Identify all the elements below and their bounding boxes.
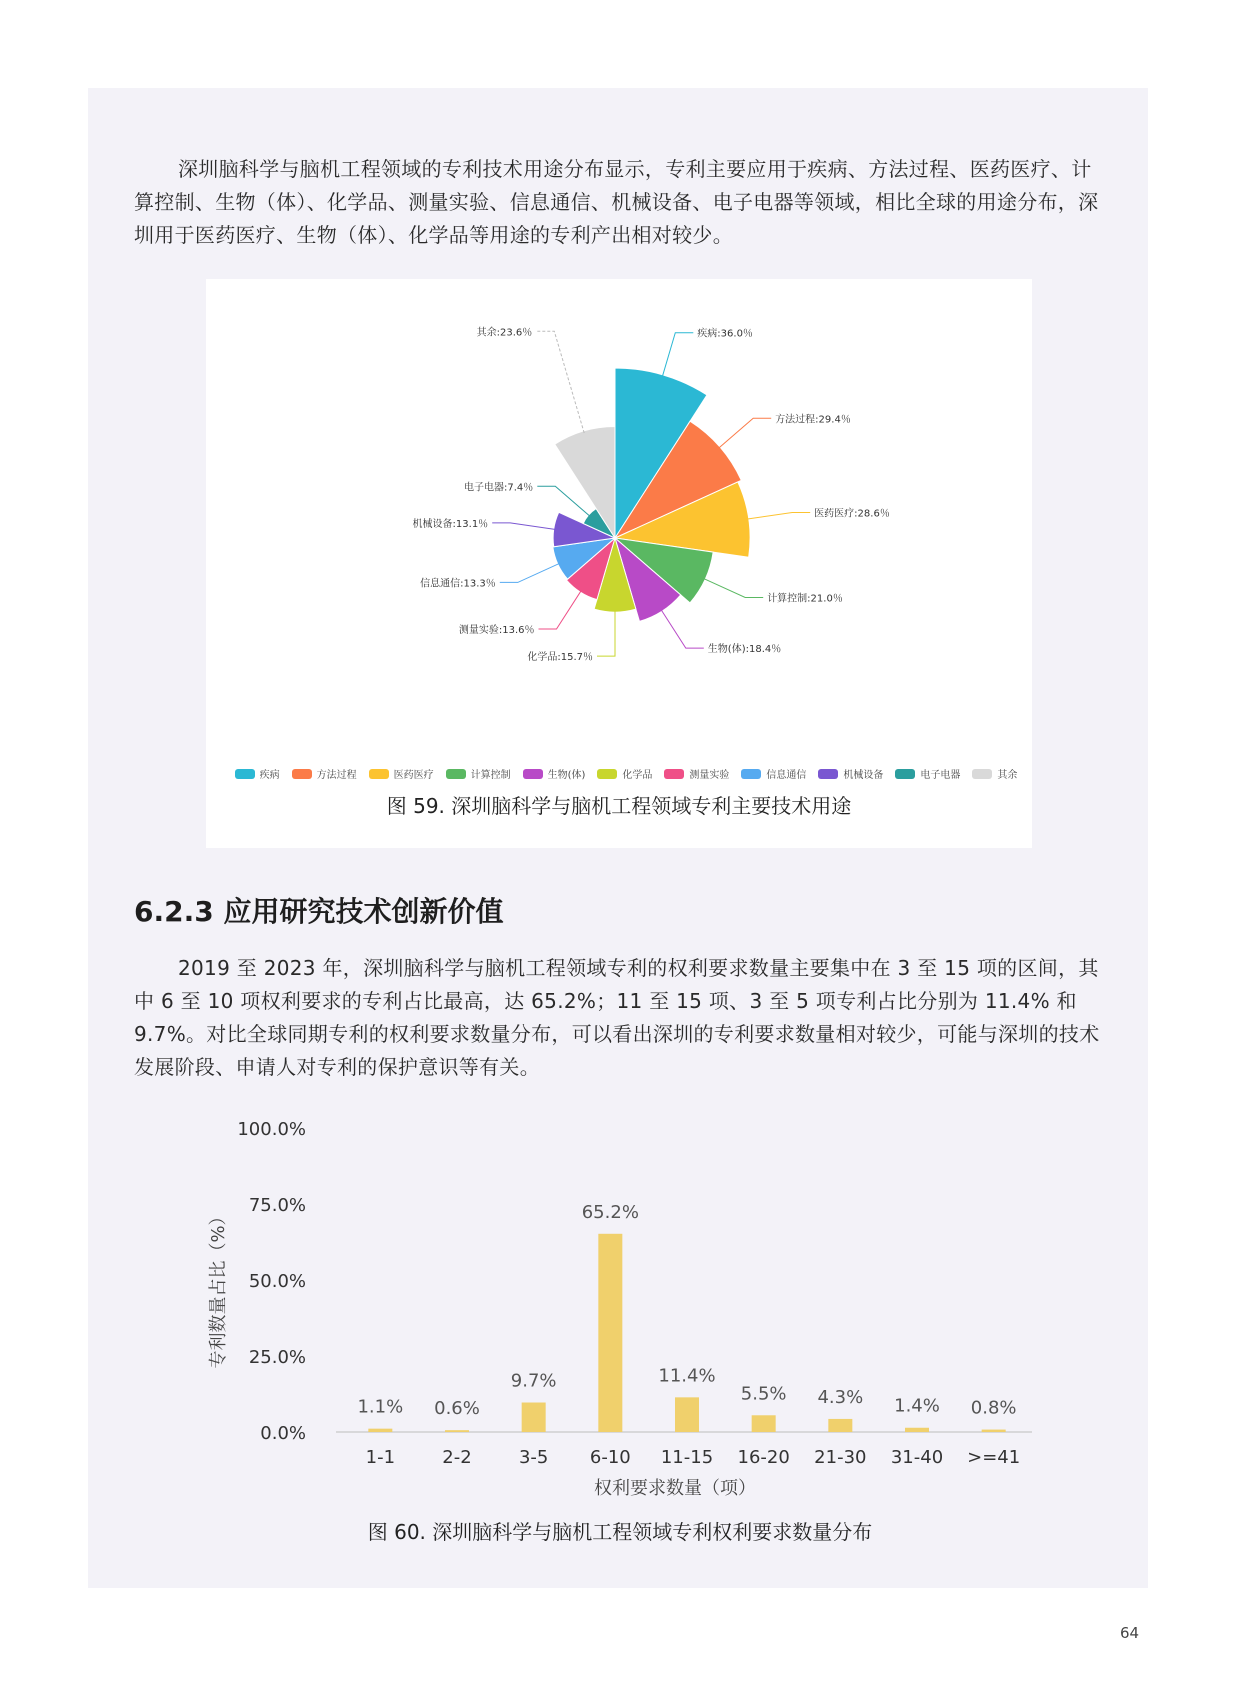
x-tick-label: 21-30 (814, 1447, 867, 1468)
legend-swatch (597, 769, 617, 779)
bar-16-20 (752, 1415, 776, 1432)
bar-21-30 (828, 1419, 852, 1432)
figure-59-box (206, 279, 1032, 848)
legend-label: 生物(体) (547, 770, 586, 781)
legend-swatch (895, 769, 915, 779)
pie-leader-line-化学品 (597, 610, 615, 656)
x-axis-title: 权利要求数量（项） (594, 1478, 756, 1499)
y-tick-label: 50.0% (248, 1271, 306, 1292)
x-tick-label: 16-20 (737, 1447, 790, 1468)
legend-swatch (741, 769, 761, 779)
legend-label: 疾病 (259, 770, 280, 781)
pie-leader-line-方法过程 (718, 418, 771, 448)
claims-bar-chart (200, 1100, 1060, 1500)
paragraph-usage-distribution: 深圳脑科学与脑机工程领域的专利技术用途分布显示，专利主要应用于疾病、方法过程、医药医疗、计算控制、生物（体）、化学品、测量实验、信息通信、机械设备、电子电器等领域，相比全球的用途分布，深圳用于医药医疗、生物（体）、化学品等用途的专利产出相对较少。 (134, 157, 1099, 247)
pie-label-方法过程: 方法过程:29.4％ (775, 414, 851, 426)
pie-leader-line-机械设备 (492, 523, 556, 530)
pie-label-计算控制: 计算控制:21.0％ (767, 593, 843, 605)
figure-59-caption: 图 59. 深圳脑科学与脑机工程领域专利主要技术用途 (386, 794, 852, 818)
pie-label-其余: 其余:23.6％ (476, 327, 533, 339)
legend-item-计算控制[interactable] (446, 766, 511, 781)
pie-label-医药医疗: 医药医疗:28.6％ (814, 508, 890, 520)
legend-label: 化学品 (622, 770, 653, 781)
legend-swatch (446, 769, 466, 779)
x-tick-label: 3-5 (518, 1447, 549, 1468)
legend-item-机械设备[interactable] (818, 766, 883, 781)
pie-label-机械设备: 机械设备:13.1％ (412, 518, 489, 530)
pie-leader-line-计算控制 (703, 578, 763, 597)
legend-swatch (292, 769, 312, 779)
y-tick-label: 100.0% (237, 1119, 306, 1140)
bar-value-label: 1.4% (894, 1395, 940, 1417)
bar-41 (982, 1430, 1006, 1432)
bar-3-5 (522, 1403, 546, 1432)
legend-label: 方法过程 (316, 770, 357, 781)
legend-label: 计算控制 (470, 770, 511, 781)
pie-leader-line-测量实验 (539, 590, 582, 629)
legend-label: 信息通信 (766, 770, 807, 781)
legend-item-信息通信[interactable] (741, 766, 806, 781)
pie-leader-line-信息通信 (500, 563, 560, 582)
legend-swatch (818, 769, 838, 779)
legend-label: 医药医疗 (393, 770, 434, 781)
legend-label: 电子电器 (920, 770, 961, 781)
bar-value-label: 0.6% (434, 1398, 480, 1420)
legend-swatch (523, 769, 543, 779)
x-tick-label: 2-2 (442, 1447, 472, 1468)
pie-legend (236, 766, 1016, 781)
legend-item-电子电器[interactable] (895, 766, 960, 781)
legend-swatch (235, 769, 255, 779)
pie-leader-line-电子电器 (537, 486, 590, 516)
bar-1-1 (368, 1429, 392, 1432)
legend-item-方法过程[interactable] (292, 766, 357, 781)
bar-2-2 (445, 1430, 469, 1432)
legend-swatch (664, 769, 684, 779)
pie-label-电子电器: 电子电器:7.4％ (464, 482, 534, 494)
bar-value-label: 65.2% (581, 1201, 639, 1223)
x-tick-label: 6-10 (589, 1447, 631, 1468)
bar-value-label: 11.4% (658, 1365, 716, 1387)
y-tick-label: 75.0% (248, 1195, 306, 1216)
pie-label-化学品: 化学品:15.7％ (527, 652, 593, 664)
legend-label: 其余 (997, 770, 1018, 781)
bar-value-label: 4.3% (817, 1386, 864, 1408)
pie-leader-line-疾病 (662, 333, 693, 377)
pie-label-疾病: 疾病:36.0％ (697, 328, 753, 340)
pie-label-信息通信: 信息通信:13.3％ (420, 578, 496, 590)
pie-label-生物-体: 生物(体):18.4％ (707, 644, 782, 656)
y-tick-label: 25.0% (248, 1347, 306, 1368)
paragraph-claims-distribution: 2019 至 2023 年，深圳脑科学与脑机工程领域专利的权利要求数量主要集中在 3 至 15 项的区间，其中 6 至 10 项权利要求的专利占比最高，达 65.2%；11 至 15 项、3 至 5 项专利占比分别为 11.4% 和 9.7%。对比全球同期专利的权利要求数量分布，可以看出深圳的专利要求数量相对较少，可能与深圳的技术发展阶段、申请人对专利的保护意识等有关。 (134, 956, 1100, 1079)
legend-item-测量实验[interactable] (664, 766, 729, 781)
legend-label: 机械设备 (843, 770, 884, 781)
bar-value-label: 5.5% (740, 1383, 787, 1405)
legend-item-生物-体[interactable] (523, 766, 586, 781)
legend-swatch (369, 769, 389, 779)
pie-leader-line-生物-体 (661, 609, 704, 648)
x-tick-label: >=41 (967, 1447, 1021, 1468)
x-tick-label: 31-40 (890, 1447, 944, 1468)
x-tick-label: 1-1 (365, 1447, 396, 1468)
page-number: 64 (1120, 1624, 1140, 1642)
bar-6-10 (598, 1234, 622, 1432)
pie-leader-line-医药医疗 (747, 513, 811, 520)
pie-label-测量实验: 测量实验:13.6％ (458, 625, 535, 636)
x-tick-label: 11-15 (660, 1447, 714, 1468)
legend-item-疾病[interactable] (235, 766, 280, 781)
legend-label: 测量实验 (689, 770, 730, 781)
pie-leader-line-其余 (536, 331, 584, 433)
bar-31-40 (905, 1428, 929, 1432)
section-heading: 6.2.3 应用研究技术创新价值 (134, 895, 504, 928)
legend-item-医药医疗[interactable] (369, 766, 434, 781)
figure-60-caption: 图 60. 深圳脑科学与脑机工程领域专利权利要求数量分布 (367, 1520, 873, 1544)
bar-value-label: 9.7% (510, 1370, 557, 1392)
legend-item-其余[interactable] (972, 766, 1017, 781)
bar-value-label: 1.1% (357, 1396, 404, 1418)
bar-11-15 (675, 1397, 699, 1432)
legend-item-化学品[interactable] (597, 766, 652, 781)
legend-swatch (972, 769, 992, 779)
y-axis-title: 专利数量占比（%） (208, 1207, 229, 1369)
bar-value-label: 0.8% (970, 1397, 1017, 1419)
rose-pie-chart (206, 279, 1032, 779)
y-tick-label: 0.0% (260, 1423, 306, 1444)
